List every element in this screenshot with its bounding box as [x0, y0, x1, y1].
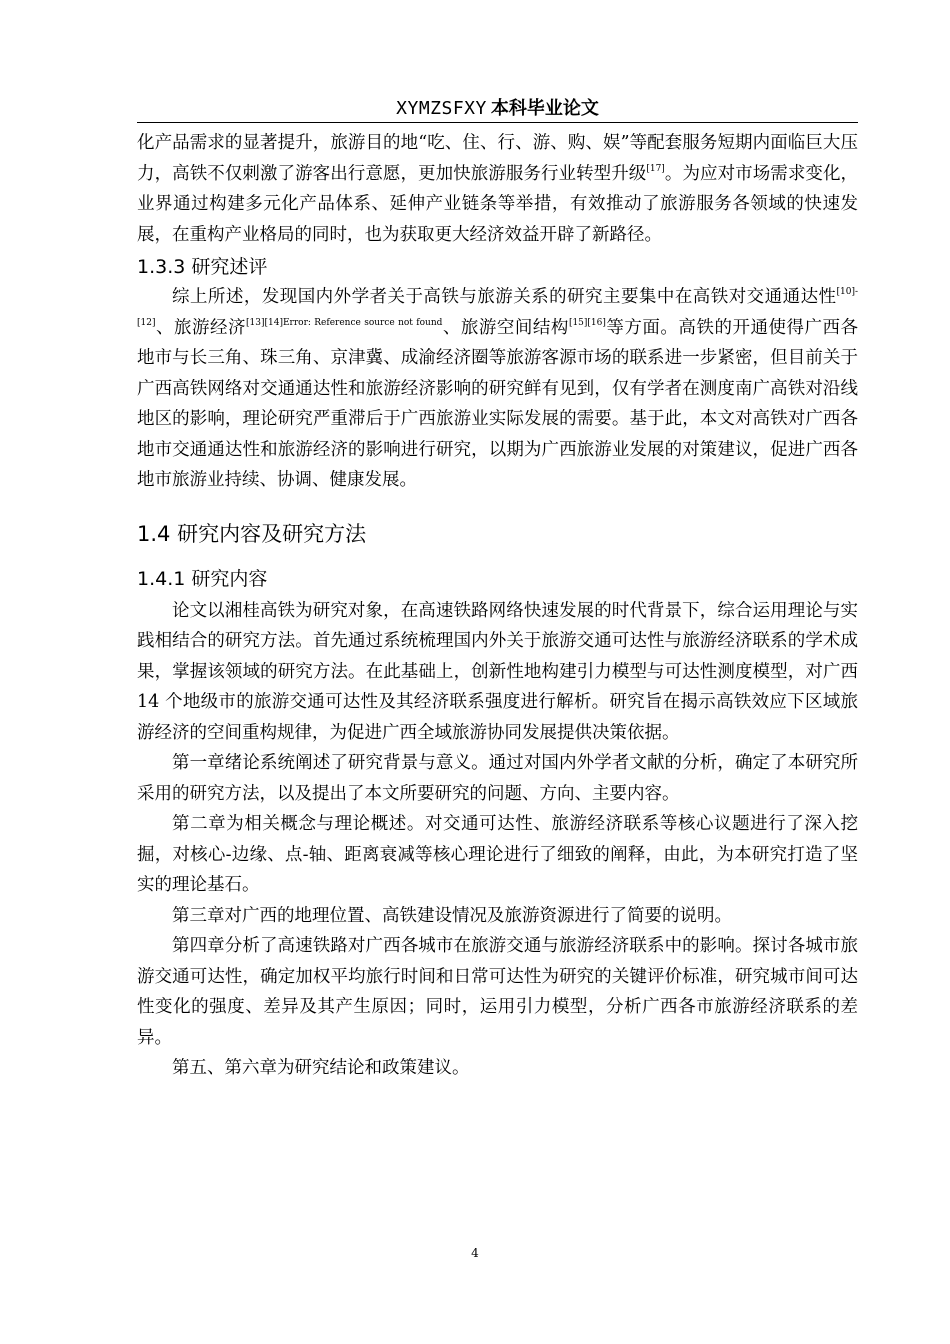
- citation: [13][14]Error: Reference source not found: [246, 317, 443, 328]
- paragraph-text: 等方面。高铁的开通使得广西各地市与长三角、珠三角、京津冀、成渝经济圈等旅游客源市场的联系进一步紧密，但目前关于广西高铁网络对交通通达性和旅游经济影响的研究鲜有见到，仅有学者在测度南广高铁对沿线地区的影响，理论研究严重滞后于广西旅游业实际发展的需要。基于此，本文对高铁对广西各地市交通通达性和旅游经济的影响进行研究，以期为广西旅游业发展的对策建议，促进广西各地市旅游业持续、协调、健康发展。: [137, 317, 858, 490]
- paragraph-text: 化产品需求的显著提升，旅游目的地“吃、住、行、游、购、娱”等配套服务短期内面临巨大压力，高铁不仅刺激了游客出行意愿，更加快旅游服务行业转型升级: [137, 133, 858, 184]
- section-heading-1-4-1: 1.4.1 研究内容: [137, 567, 268, 590]
- paragraph-text: 综上所述，发现国内外学者关于高铁与旅游关系的研究主要集中在高铁对交通通达性: [172, 287, 837, 307]
- header-label: 本科毕业论文: [490, 98, 599, 119]
- review-paragraph: [137, 282, 858, 496]
- paragraph-text: 、旅游空间结构: [442, 317, 569, 338]
- content-paragraph: 第三章对广西的地理位置、高铁建设情况及旅游资源进行了简要的说明。: [172, 905, 732, 926]
- school-code: XYMZSFXY: [396, 98, 487, 119]
- content-paragraph: 第五、第六章为研究结论和政策建议。: [172, 1058, 470, 1078]
- page-header: [137, 96, 858, 123]
- paragraph-text: 。为应对市场需求变化，业界通过构建多元化产品体系、延伸产业链条等举措，有效推动了旅游服务各领域的快速发展，在重构产业格局的同时，也为获取更大经济效益开辟了新路径。: [137, 163, 859, 245]
- citation: [17]: [646, 163, 665, 174]
- content-paragraph: 论文以湘桂高铁为研究对象，在高速铁路网络快速发展的时代背景下，综合运用理论与实践相结合的研究方法。首先通过系统梳理国内外关于旅游交通可达性与旅游经济联系的学术成果，掌握该领域的研究方法。在此基础上，创新性地构建引力模型与可达性测度模型，对广西 14 个地级市的旅游交通可达性及其经济联系强度进行解析。研究旨在揭示高铁效应下区域旅游经济的空间重构规律，为促进广西全域旅游协同发展提供决策依据。: [137, 600, 858, 743]
- citation: [15][16]: [568, 317, 606, 328]
- paragraph-text: 、旅游经济: [155, 317, 247, 338]
- section-heading-1-3-3: 1.3.3 研究述评: [137, 256, 268, 278]
- continued-paragraph: [137, 128, 858, 250]
- citation: [10]-[12]: [137, 286, 858, 328]
- section-heading-1-4: 1.4 研究内容及研究方法: [137, 521, 367, 546]
- content-paragraph: 第一章绪论系统阐述了研究背景与意义。通过对国内外学者文献的分析，确定了本研究所采用的研究方法，以及提出了本文所要研究的问题、方向、主要内容。: [137, 753, 858, 804]
- page-number: 4: [471, 1246, 479, 1260]
- content-paragraph: 第四章分析了高速铁路对广西各城市在旅游交通与旅游经济联系中的影响。探讨各城市旅游交通可达性，确定加权平均旅行时间和日常可达性为研究的关键评价标准，研究城市间可达性变化的强度、差异及其产生原因；同时，运用引力模型，分析广西各市旅游经济联系的差异。: [137, 936, 858, 1048]
- content-paragraph: 第二章为相关概念与理论概述。对交通可达性、旅游经济联系等核心议题进行了深入挖掘，对核心-边缘、点-轴、距离衰减等核心理论进行了细致的阐释，由此，为本研究打造了坚实的理论基石。: [137, 814, 858, 895]
- page-body: [137, 128, 858, 1084]
